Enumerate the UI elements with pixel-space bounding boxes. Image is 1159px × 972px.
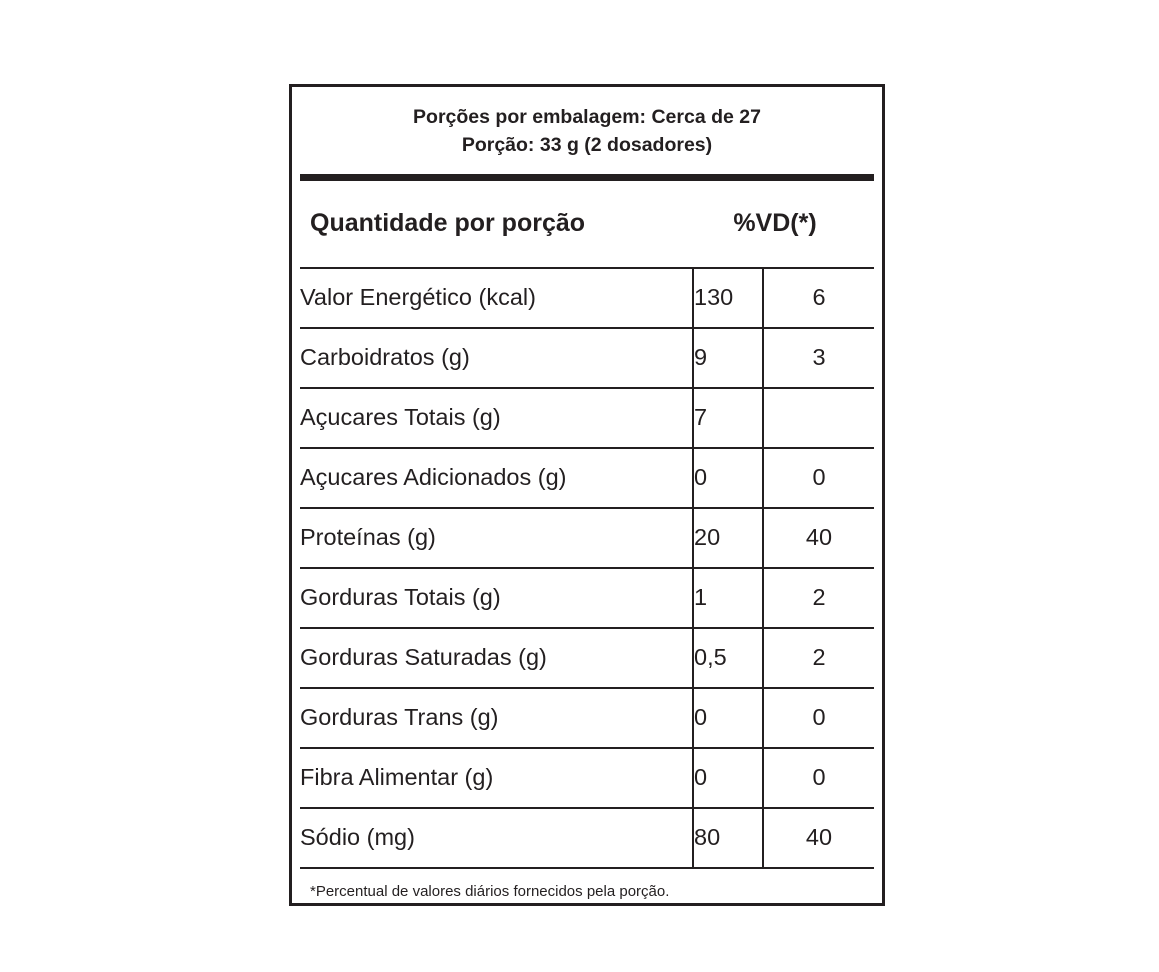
header-divider [300,174,874,181]
nutrient-quantity: 0 [693,748,763,808]
nutrient-daily-value: 0 [763,688,874,748]
nutrient-quantity: 0 [693,448,763,508]
nutrient-quantity: 20 [693,508,763,568]
nutrient-daily-value [763,388,874,448]
amount-per-serving-row [300,181,874,269]
nutrient-quantity: 80 [693,808,763,868]
nutrient-daily-value: 40 [763,808,874,868]
table-row [300,388,874,448]
nutrient-daily-value: 6 [763,269,874,328]
nutrient-quantity: 0,5 [693,628,763,688]
nutrient-name: Açucares Totais (g) [300,388,693,448]
table-row [300,748,874,808]
nutrient-daily-value: 2 [763,568,874,628]
amount-per-serving-label: Quantidade por porção [310,209,586,238]
daily-value-label: %VD(*) [733,209,817,238]
nutrient-name: Fibra Alimentar (g) [300,748,693,808]
nutrient-quantity: 0 [693,688,763,748]
nutrient-daily-value: 0 [763,448,874,508]
nutrients-table-body [300,269,874,868]
nutrient-quantity: 130 [693,269,763,328]
daily-value-footnote: *Percentual de valores diários fornecidos pela porção. [310,882,670,900]
nutrition-facts-label [289,84,885,906]
nutrient-name: Gorduras Trans (g) [300,688,693,748]
nutrient-quantity: 1 [693,568,763,628]
nutrient-daily-value: 40 [763,508,874,568]
nutrients-table [300,269,874,869]
nutrient-name: Gorduras Totais (g) [300,568,693,628]
nutrient-name: Sódio (mg) [300,808,693,868]
nutrient-name: Valor Energético (kcal) [300,269,693,328]
table-row [300,568,874,628]
table-row [300,328,874,388]
table-row [300,508,874,568]
serving-size: Porção: 33 g (2 dosadores) [461,134,713,157]
nutrient-name: Açucares Adicionados (g) [300,448,693,508]
servings-per-container: Porções por embalagem: Cerca de 27 [413,106,761,128]
table-row [300,628,874,688]
nutrient-daily-value: 2 [763,628,874,688]
table-row [300,688,874,748]
nutrient-quantity: 7 [693,388,763,448]
nutrient-name: Carboidratos (g) [300,328,693,388]
servings-header [292,87,882,170]
nutrient-name: Proteínas (g) [300,508,693,568]
nutrient-daily-value: 3 [763,328,874,388]
table-row [300,448,874,508]
table-row [300,269,874,328]
table-row [300,808,874,868]
nutrient-daily-value: 0 [763,748,874,808]
nutrient-quantity: 9 [693,328,763,388]
nutrient-name: Gorduras Saturadas (g) [300,628,693,688]
